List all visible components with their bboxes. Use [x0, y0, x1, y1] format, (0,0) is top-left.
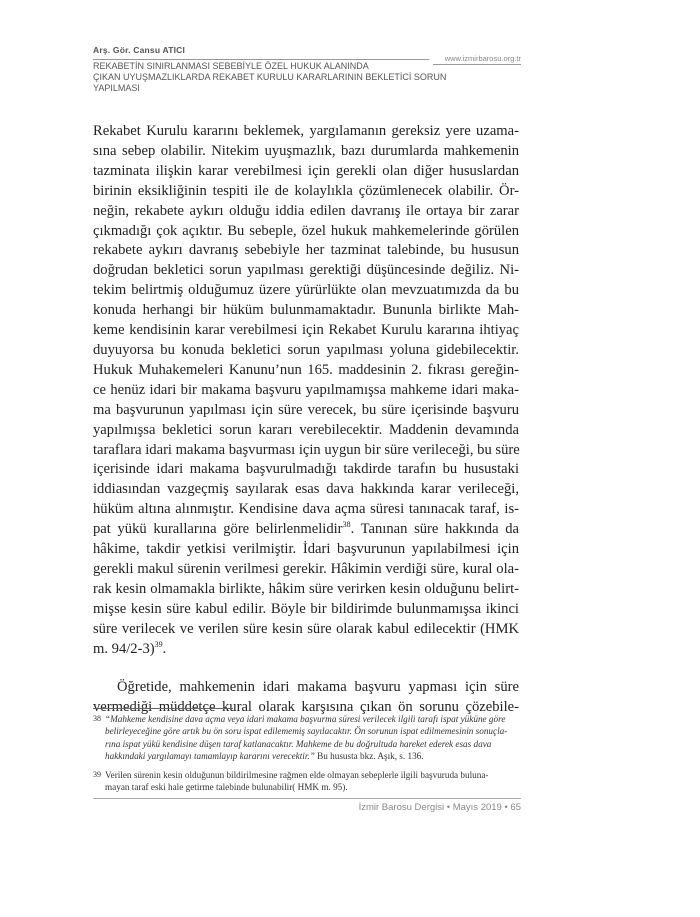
footnote-line: Verilen sürenin kesin olduğunun bildirilmesine rağmen elde olmayan sebeplerle ilgili başvuruda buluna- — [105, 769, 489, 780]
text-segment: . Tanınan süre hakkında da — [350, 521, 519, 538]
text-line: neğin, rekabete aykırı olduğu iddia edilen davranış ile ortaya bir zarar — [93, 202, 519, 219]
footnote-ref-38[interactable]: 38 — [342, 520, 351, 530]
text-line: süre verilecek ve verilen süre kesin süre olarak kabul edilecektir (HMK — [93, 620, 519, 637]
footer-rule — [93, 798, 521, 799]
text-line: sına sebep olabilir. Nitekim uyuşmazlık, bazı durumlarda mahkemenin — [93, 142, 519, 159]
text-line: içerisinde idari makama başvurulmadığı takdirde tarafın bu husustaki — [93, 461, 519, 478]
text-line: tekim belirtmiş olduğumuz üzere yürürlükte olan mevzuatımızda da bu — [93, 282, 519, 299]
article-title — [93, 61, 447, 94]
footnote-line: “Mahkeme kendisine dava açma veya idari makama başvurma süresi verilecek ilgili tarafı ispat yüküne göre — [105, 714, 506, 724]
text-line: rekabete aykırı davranış sebebiyle her tazminat talebinde, bu hususun — [93, 242, 519, 259]
author-name: Arş. Gör. Cansu ATICI — [93, 45, 186, 55]
article-title-line: ÇIKAN UYUŞMAZLIKLARDA REKABET KURULU KARARLARININ BEKLETİCİ SORUN — [93, 72, 447, 82]
footnote-39 — [93, 769, 521, 794]
footnote-number: 38 — [93, 714, 101, 723]
text-line: mişse kesin süre kabul edilir. Böyle bir bildirimde bulunmamışsa ikinci — [93, 600, 519, 617]
text-line: gerekli makul sürenin verilmesi gerekir. Hâkimin verdiği süre, kural ola- — [93, 560, 519, 577]
footnote-line: rına ispat yükü kendisine düşen taraf katlanacaktır. Mahkeme de bu doğrultuda hareket ederek esas dava — [105, 738, 492, 749]
text-line: duyuyorsa bu konuda bekletici sorun yapılması yoluna gidebilecektir. — [93, 341, 519, 358]
text-line: hâkime, takdir yetkisi verilmiştir. İdari başvurunun yapılabilmesi için — [93, 541, 519, 558]
text-line: yapılmışsa bekletici sorun kararı verebilecektir. Maddenin devamında — [93, 421, 519, 438]
text-line: iddiasından vazgeçmiş sayılarak esas dava hakkında karar verileceği, — [93, 481, 519, 498]
paragraph-1 — [93, 122, 519, 659]
text-line: vermediği müddetçe kural olarak karşısına çıkan ön sorunu çözebile- — [93, 699, 519, 716]
text-line: Hukuk Muhakemeleri Kanunu’nun 165. maddesinin 2. fıkrası gereğin- — [93, 361, 519, 378]
text-line: keme kendisinin karar verebilmesi için Rekabet Kurulu kararına ihtiyaç — [93, 322, 519, 339]
footnote-quote-end: hakkındaki yargılamayı tamamlayıp kararını verecektir.” — [105, 751, 315, 762]
text-line: hüküm altına alınmıştır. Kendisine dava açma süresi tanınacak taraf, is- — [93, 501, 519, 518]
text-segment: . — [162, 640, 167, 657]
header-rule — [93, 59, 429, 60]
footnote-38 — [93, 713, 521, 763]
text-line: taraflara idari makama başvurması için uygun bir süre verileceği, bu süre — [93, 441, 520, 458]
body-text — [93, 122, 519, 718]
text-segment: m. 94/2-3) — [93, 640, 155, 657]
site-url: www.izmirbarosu.org.tr — [444, 54, 521, 63]
text-line: Öğretide, mahkemenin idari makama başvuru yapması için süre — [117, 679, 519, 696]
text-line — [93, 520, 519, 540]
text-line: ce henüz idari bir makama başvuru yapılmamışsa mahkeme idari maka- — [93, 381, 519, 398]
text-segment: pat yükü kurallarına göre belirlenmelidir — [93, 521, 343, 538]
text-line — [93, 640, 519, 660]
footnotes — [93, 713, 521, 799]
article-title-line: REKABETİN SINIRLANMASI SEBEBİYLE ÖZEL HUKUK ALANINDA — [93, 61, 369, 71]
text-line: Rekabet Kurulu kararını beklemek, yargılamanın gereksiz yere uzama- — [93, 123, 519, 139]
footnote-number: 39 — [93, 769, 101, 779]
article-title-line: YAPILMASI — [93, 83, 140, 93]
footnote-line: mayan taraf eski hale getirme talebinde bulunabilir( HMK m. 95). — [105, 782, 348, 793]
footnote-text — [105, 769, 521, 794]
text-line: rak kesin olmamakla birlikte, hâkim süre verirken kesin olduğunu belirt- — [93, 580, 519, 597]
text-line: konuda herhangi bir hüküm bulunmamaktadır. Bununla birlikte Mah- — [93, 302, 519, 319]
text-line: ma başvurunun yapılması için süre verecek, bu süre içerisinde başvuru — [93, 401, 519, 418]
footnote-rule — [93, 708, 233, 709]
text-line: doğrudan bekletici sorun yapılması gerektiği düşüncesinde değiliz. Ni- — [93, 262, 519, 279]
text-line: çıkmadığı çok açıktır. Bu sebeple, özel hukuk mahkemelerinde görülen — [93, 222, 519, 239]
footnote-citation: Bu hususta bkz. Aşık, s. 136. — [314, 751, 424, 762]
footnote-text — [105, 713, 521, 763]
footnote-line: belirleyeceğine göre artık bu ön soru ispat edilememiş sayılacaktır. Ön sorunun ispat edilmemesinin sonuçla- — [105, 726, 508, 737]
footnote-ref-39[interactable]: 39 — [154, 639, 163, 649]
footnote-line — [105, 750, 521, 762]
text-line: birinin eksikliğinin tespiti ile de kolaylıkla çözümlenecek olabilir. Ör- — [93, 182, 519, 199]
text-line: tazminata ilişkin karar verebilmesi için gerekli olan diğer hususlardan — [93, 162, 519, 179]
page-footer: İzmir Barosu Dergisi • Mayıs 2019 • 65 — [358, 802, 521, 813]
header-rule-right — [433, 64, 521, 65]
